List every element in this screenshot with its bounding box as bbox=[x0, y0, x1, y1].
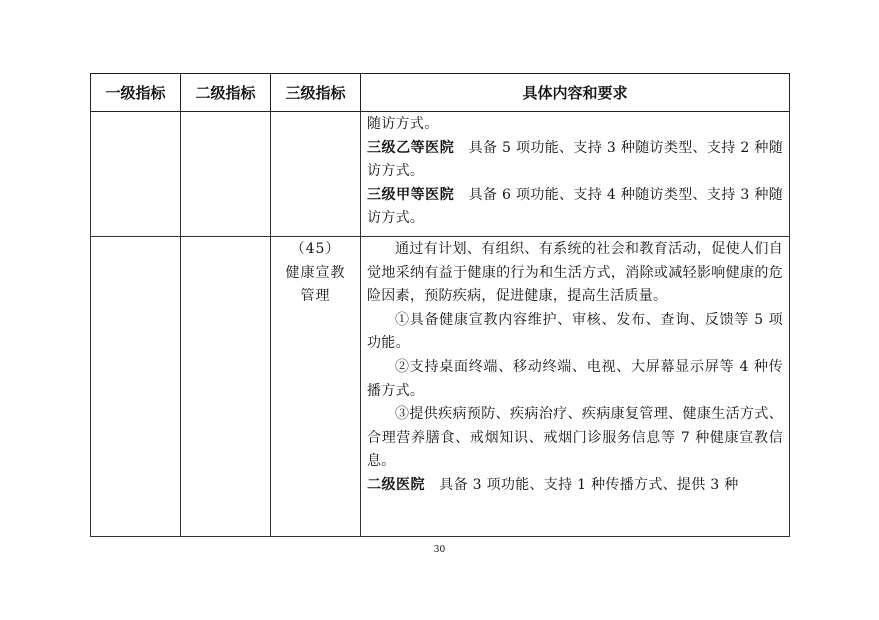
list-item: ③提供疾病预防、疾病治疗、疾病康复管理、健康生活方式、合理营养膳食、戒烟知识、戒烟门诊服务信息等 7 种健康宣教信息。 bbox=[367, 406, 783, 470]
header-level1: 一级指标 bbox=[91, 74, 181, 112]
cell-level3 bbox=[271, 237, 361, 537]
indicator-number: （45） bbox=[290, 241, 341, 257]
requirement-text: 具备 3 项功能、支持 1 种传播方式、提供 3 种 bbox=[425, 476, 739, 493]
list-item: ①具备健康宣教内容维护、审核、发布、查询、反馈等 5 项功能。 bbox=[367, 311, 783, 352]
requirement-text: 具备 5 项功能、支持 3 种随访类型、支持 2 种随访方式。 bbox=[367, 139, 783, 180]
cell-level2 bbox=[181, 237, 271, 537]
cell-level1 bbox=[91, 112, 181, 237]
indicator-table bbox=[90, 73, 790, 537]
cell-content bbox=[361, 237, 790, 537]
table-row bbox=[91, 237, 790, 537]
header-content: 具体内容和要求 bbox=[361, 74, 790, 112]
cell-level1 bbox=[91, 237, 181, 537]
intro-paragraph: 通过有计划、有组织、有系统的社会和教育活动，促使人们自觉地采纳有益于健康的行为和生活方式，消除或减轻影响健康的危险因素，预防疾病，促进健康，提高生活质量。 bbox=[367, 241, 783, 305]
table-row bbox=[91, 112, 790, 237]
cell-level3 bbox=[271, 112, 361, 237]
header-row bbox=[91, 74, 790, 112]
list-item: ②支持桌面终端、移动终端、电视、大屏幕显示屏等 4 种传播方式。 bbox=[367, 358, 783, 399]
page-number: 30 bbox=[433, 545, 446, 555]
cell-content bbox=[361, 112, 790, 237]
hospital-level: 二级医院 bbox=[367, 476, 425, 493]
indicator-name: 管理 bbox=[300, 288, 331, 305]
indicator-name: 健康宣教 bbox=[285, 264, 346, 281]
requirement-text: 具备 6 项功能、支持 4 种随访类型、支持 3 种随访方式。 bbox=[367, 186, 783, 227]
header-level2: 二级指标 bbox=[181, 74, 271, 112]
header-level3: 三级指标 bbox=[271, 74, 361, 112]
continued-line: 随访方式。 bbox=[367, 116, 439, 132]
hospital-level: 三级甲等医院 bbox=[367, 186, 455, 203]
cell-level2 bbox=[181, 112, 271, 237]
hospital-level: 三级乙等医院 bbox=[367, 139, 455, 156]
requirement-line bbox=[367, 184, 783, 231]
requirement-line bbox=[367, 474, 783, 498]
requirement-line bbox=[367, 137, 783, 184]
